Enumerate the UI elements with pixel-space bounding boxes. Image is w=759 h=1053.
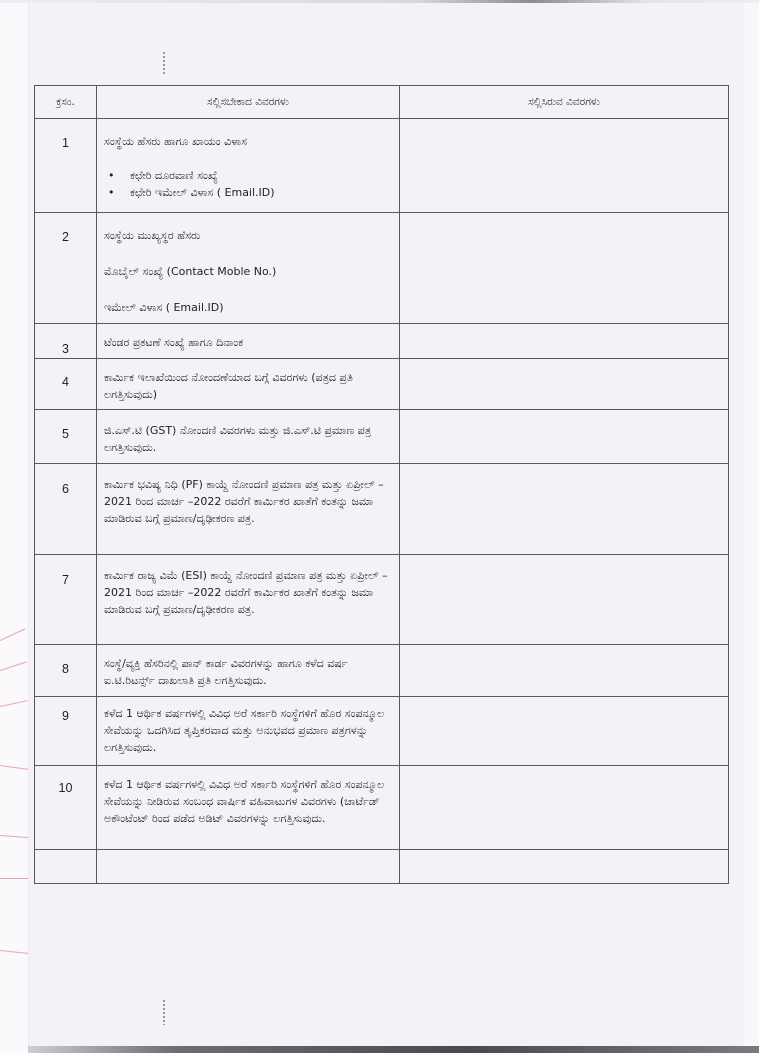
table-row [35, 766, 729, 850]
row-number: 3 [35, 324, 97, 359]
submission-details-table [34, 85, 729, 884]
page-edge-bottom [28, 1046, 759, 1053]
row-line: ಮೊಬೈಲ್ ಸಂಖ್ಯೆ (Contact Moble No.) [104, 265, 277, 278]
table-header-row [35, 86, 729, 119]
row-line: ಇಮೇಲ್ ವಿಳಾಸ ( Email.ID) [104, 301, 224, 314]
table-row [35, 213, 729, 324]
row-number: 6 [35, 464, 97, 555]
row-number: 4 [35, 359, 97, 410]
row-number: 8 [35, 645, 97, 697]
row-description: ಟೆಂಡರ ಪ್ರಕಟಣೆ ಸಂಖ್ಯೆ ಹಾಗೂ ದಿನಾಂಕ [97, 324, 400, 359]
row-description: ಕಾರ್ಮಿಕ ಇಲಾಖೆಯಿಂದ ನೋಂದಣೆಯಾದ ಬಗ್ಗೆ ವಿವರಗಳು (ಪತ್ರದ ಪ್ರತಿ ಲಗತ್ತಿಸುವುದು) [97, 359, 400, 410]
table-row [35, 697, 729, 766]
bullet-icon: • [108, 186, 115, 199]
row-title: ಸಂಸ್ಥೆಯ ಹೆಸರು ಹಾಗೂ ಖಾಯಂ ವಿಳಾಸ [104, 135, 247, 148]
table-row [35, 645, 729, 697]
empty-cell[interactable] [400, 850, 729, 884]
row-description: ಕಳೆದ 1 ಆರ್ಥಿಕ ವರ್ಷಗಳಲ್ಲಿ ವಿವಿಧ ಅರೆ ಸರ್ಕಾರಿ ಸಂಸ್ಥೆಗಳಿಗೆ ಹೊರ ಸಂಪನ್ಮೂಲ ಸೇವೆಯನ್ನು ನೀಡಿರುವ ಸಂಬಂಧ ವಾರ್ಷಿಕ ವಹಿವಾಟುಗಳ ವಿವರಗಳು (ಚಾರ್ಟೆಡ್ ಅಕೌಂಟೆಂಟ್ ರಿಂದ ಪಡೆದ ಅಡಿಟ್ ವಿವರಗಳನ್ನು ಲಗತ್ತಿಸುವುದು. [97, 766, 400, 850]
staple-hole-mark [163, 52, 165, 74]
empty-cell [35, 850, 97, 884]
table-row [35, 324, 729, 359]
submitted-cell[interactable] [400, 645, 729, 697]
header-serial-no: ಕ್ರಸಂ. [35, 86, 97, 119]
page-edge-top [0, 0, 759, 3]
ink-mark [0, 878, 28, 879]
row-description: ಕಳೆದ 1 ಆರ್ಥಿಕ ವರ್ಷಗಳಲ್ಲಿ ವಿವಿಧ ಅರೆ ಸರ್ಕಾರಿ ಸಂಸ್ಥೆಗಳಿಗೆ ಹೊರ ಸಂಪನ್ಮೂಲ ಸೇವೆಯನ್ನು ಒದಗಿಸಿದ ತೃಪ್ತಿಕರವಾದ ಮತ್ತು ಅನುಭವದ ಪ್ರಮಾಣ ಪತ್ರಗಳನ್ನು ಲಗತ್ತಿಸುವುದು. [97, 697, 400, 766]
staple-hole-mark [163, 1000, 165, 1025]
row-number: 5 [35, 410, 97, 464]
row-number: 1 [35, 119, 97, 213]
bullet-icon: • [108, 169, 115, 182]
table-row [35, 555, 729, 645]
table-row [35, 119, 729, 213]
submitted-cell[interactable] [400, 119, 729, 213]
header-required-details: ಸಲ್ಲಿಸಬೇಕಾದ ವಿವರಗಳು [97, 86, 400, 119]
row-description [97, 119, 400, 213]
submitted-cell[interactable] [400, 697, 729, 766]
submitted-cell[interactable] [400, 766, 729, 850]
row-number: 10 [35, 766, 97, 850]
submitted-cell[interactable] [400, 213, 729, 324]
submitted-cell[interactable] [400, 359, 729, 410]
submitted-cell[interactable] [400, 464, 729, 555]
submitted-cell[interactable] [400, 555, 729, 645]
row-description: ಜಿ.ಎಸ್.ಟಿ (GST) ನೋಂದಣಿ ವಿವರಗಳು ಮತ್ತು ಜಿ.ಎಸ್.ಟಿ ಪ್ರಮಾಣ ಪತ್ರ ಲಗತ್ತಿಸುವುದು. [97, 410, 400, 464]
scan-margin-left [0, 0, 29, 1053]
row-description [97, 213, 400, 324]
row-description: ಸಂಸ್ಥೆ/ವ್ಯಕ್ತಿ ಹೆಸರಿನಲ್ಲಿ ಪಾನ್ ಕಾರ್ಡ ವಿವರಗಳನ್ನು ಹಾಗೂ ಕಳೆದ ವರ್ಷ ಐ.ಟಿ.ರಿಟರ್ನ್ಸ್ ದಾಖಲಾತಿ ಪ್ರತಿ ಲಗತ್ತಿಸುವುದು. [97, 645, 400, 697]
table-row [35, 410, 729, 464]
row-line: ಸಂಸ್ಥೆಯ ಮುಖ್ಯಸ್ಥರ ಹೆಸರು [104, 229, 201, 242]
bullet-text: ಕಛೇರಿ ದೂರವಾಣಿ ಸಂಖ್ಯೆ [130, 169, 218, 182]
bullet-text: ಕಛೇರಿ ಇಮೇಲ್ ವಿಳಾಸ ( Email.ID) [130, 186, 275, 199]
header-submitted-details: ಸಲ್ಲಿಸಿರುವ ವಿವರಗಳು [400, 86, 729, 119]
submitted-cell[interactable] [400, 324, 729, 359]
table-row [35, 464, 729, 555]
bullet-item [104, 167, 393, 184]
row-number: 7 [35, 555, 97, 645]
submitted-cell[interactable] [400, 410, 729, 464]
row-description: ಕಾರ್ಮಿಕ ಭವಿಷ್ಯ ನಿಧಿ (PF) ಕಾಯ್ದೆ ನೋಂದಣಿ ಪ್ರಮಾಣ ಪತ್ರ ಮತ್ತು ಏಪ್ರೀಲ್ – 2021 ರಿಂದ ಮಾರ್ಚ –2022 ರವರೆಗೆ ಕಾರ್ಮಿಕರ ಖಾತೆಗೆ ಕಂತನ್ನು ಜಮಾ ಮಾಡಿರುವ ಬಗ್ಗೆ ಪ್ರಮಾಣ/ದೃಢೀಕರಣ ಪತ್ರ. [97, 464, 400, 555]
scan-margin-right [744, 0, 759, 1053]
row-description: ಕಾರ್ಮಿಕ ರಾಜ್ಯ ವಿಮೆ (ESI) ಕಾಯ್ದೆ ನೋಂದಣಿ ಪ್ರಮಾಣ ಪತ್ರ ಮತ್ತು ಏಪ್ರೀಲ್ – 2021 ರಿಂದ ಮಾರ್ಚ –2022 ರವರೆಗೆ ಕಾರ್ಮಿಕರ ಖಾತೆಗೆ ಕಂತನ್ನು ಜಮಾ ಮಾಡಿರುವ ಬಗ್ಗೆ ಪ್ರಮಾಣ/ದೃಢೀಕರಣ ಪತ್ರ. [97, 555, 400, 645]
empty-cell [97, 850, 400, 884]
table-row-empty [35, 850, 729, 884]
bullet-item [104, 184, 393, 201]
row-number: 9 [35, 697, 97, 766]
table-row [35, 359, 729, 410]
row-number: 2 [35, 213, 97, 324]
